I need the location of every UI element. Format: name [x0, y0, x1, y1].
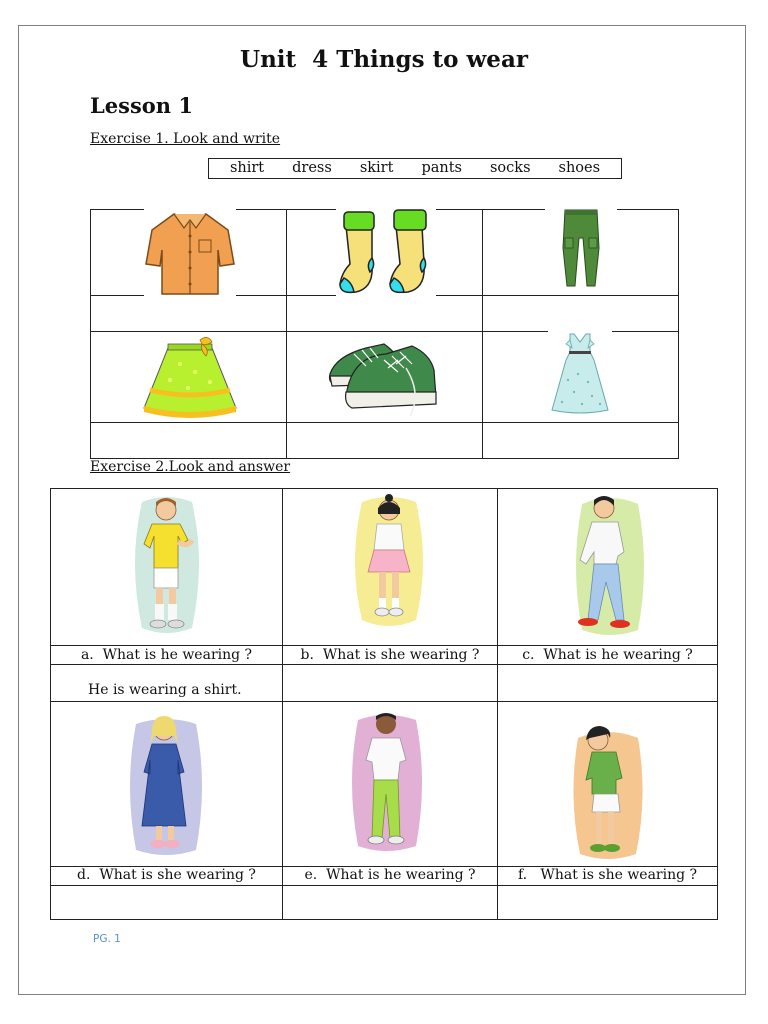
unit-title: Unit 4 Things to wear	[240, 46, 528, 73]
socks-image	[336, 206, 436, 298]
answer-box[interactable]	[50, 885, 283, 920]
skirt-image	[140, 332, 240, 420]
answer-box[interactable]	[286, 422, 483, 459]
exercise-1-heading: Exercise 1. Look and write	[90, 131, 281, 147]
answer-box[interactable]	[286, 295, 483, 332]
girl-blue-dress-image	[124, 714, 208, 860]
girl-pink-skirt-image	[344, 492, 434, 632]
answer-box[interactable]	[497, 664, 718, 702]
question-f: f. What is she wearing ?	[517, 867, 698, 883]
boy-green-pants-image	[346, 710, 428, 856]
example-answer: He is wearing a shirt.	[88, 682, 242, 698]
exercise-2-heading: Exercise 2.Look and answer	[90, 459, 291, 475]
word-bank	[208, 158, 622, 179]
answer-box[interactable]	[282, 664, 498, 702]
word-bank-item: shoes	[558, 160, 601, 176]
pants-image	[545, 208, 617, 292]
answer-box[interactable]	[90, 422, 287, 459]
word-bank-item: dress	[292, 160, 332, 176]
question-d: d. What is she wearing ?	[77, 867, 256, 883]
answer-box[interactable]	[90, 295, 287, 332]
lesson-heading: Lesson 1	[90, 93, 193, 118]
dress-image	[548, 330, 612, 416]
question-e: e. What is he wearing ?	[304, 867, 476, 883]
word-bank-item: skirt	[359, 160, 394, 176]
answer-box[interactable]	[482, 422, 679, 459]
answer-box[interactable]	[282, 885, 498, 920]
answer-box[interactable]	[497, 885, 718, 920]
question-b: b. What is she wearing ?	[300, 647, 480, 663]
question-a: a. What is he wearing ?	[80, 647, 253, 663]
word-bank-item: shirt	[229, 160, 265, 176]
girl-green-shirt-image	[566, 724, 650, 864]
boy-jeans-image	[568, 492, 652, 640]
question-c: c. What is he wearing ?	[522, 647, 693, 663]
answer-box[interactable]	[482, 295, 679, 332]
boy-yellow-shirt-image	[122, 492, 212, 638]
page-number: PG. 1	[93, 933, 121, 945]
word-bank-item: socks	[489, 160, 531, 176]
shirt-image	[144, 206, 236, 298]
word-bank-item: pants	[421, 160, 462, 176]
shoes-image	[326, 334, 442, 420]
